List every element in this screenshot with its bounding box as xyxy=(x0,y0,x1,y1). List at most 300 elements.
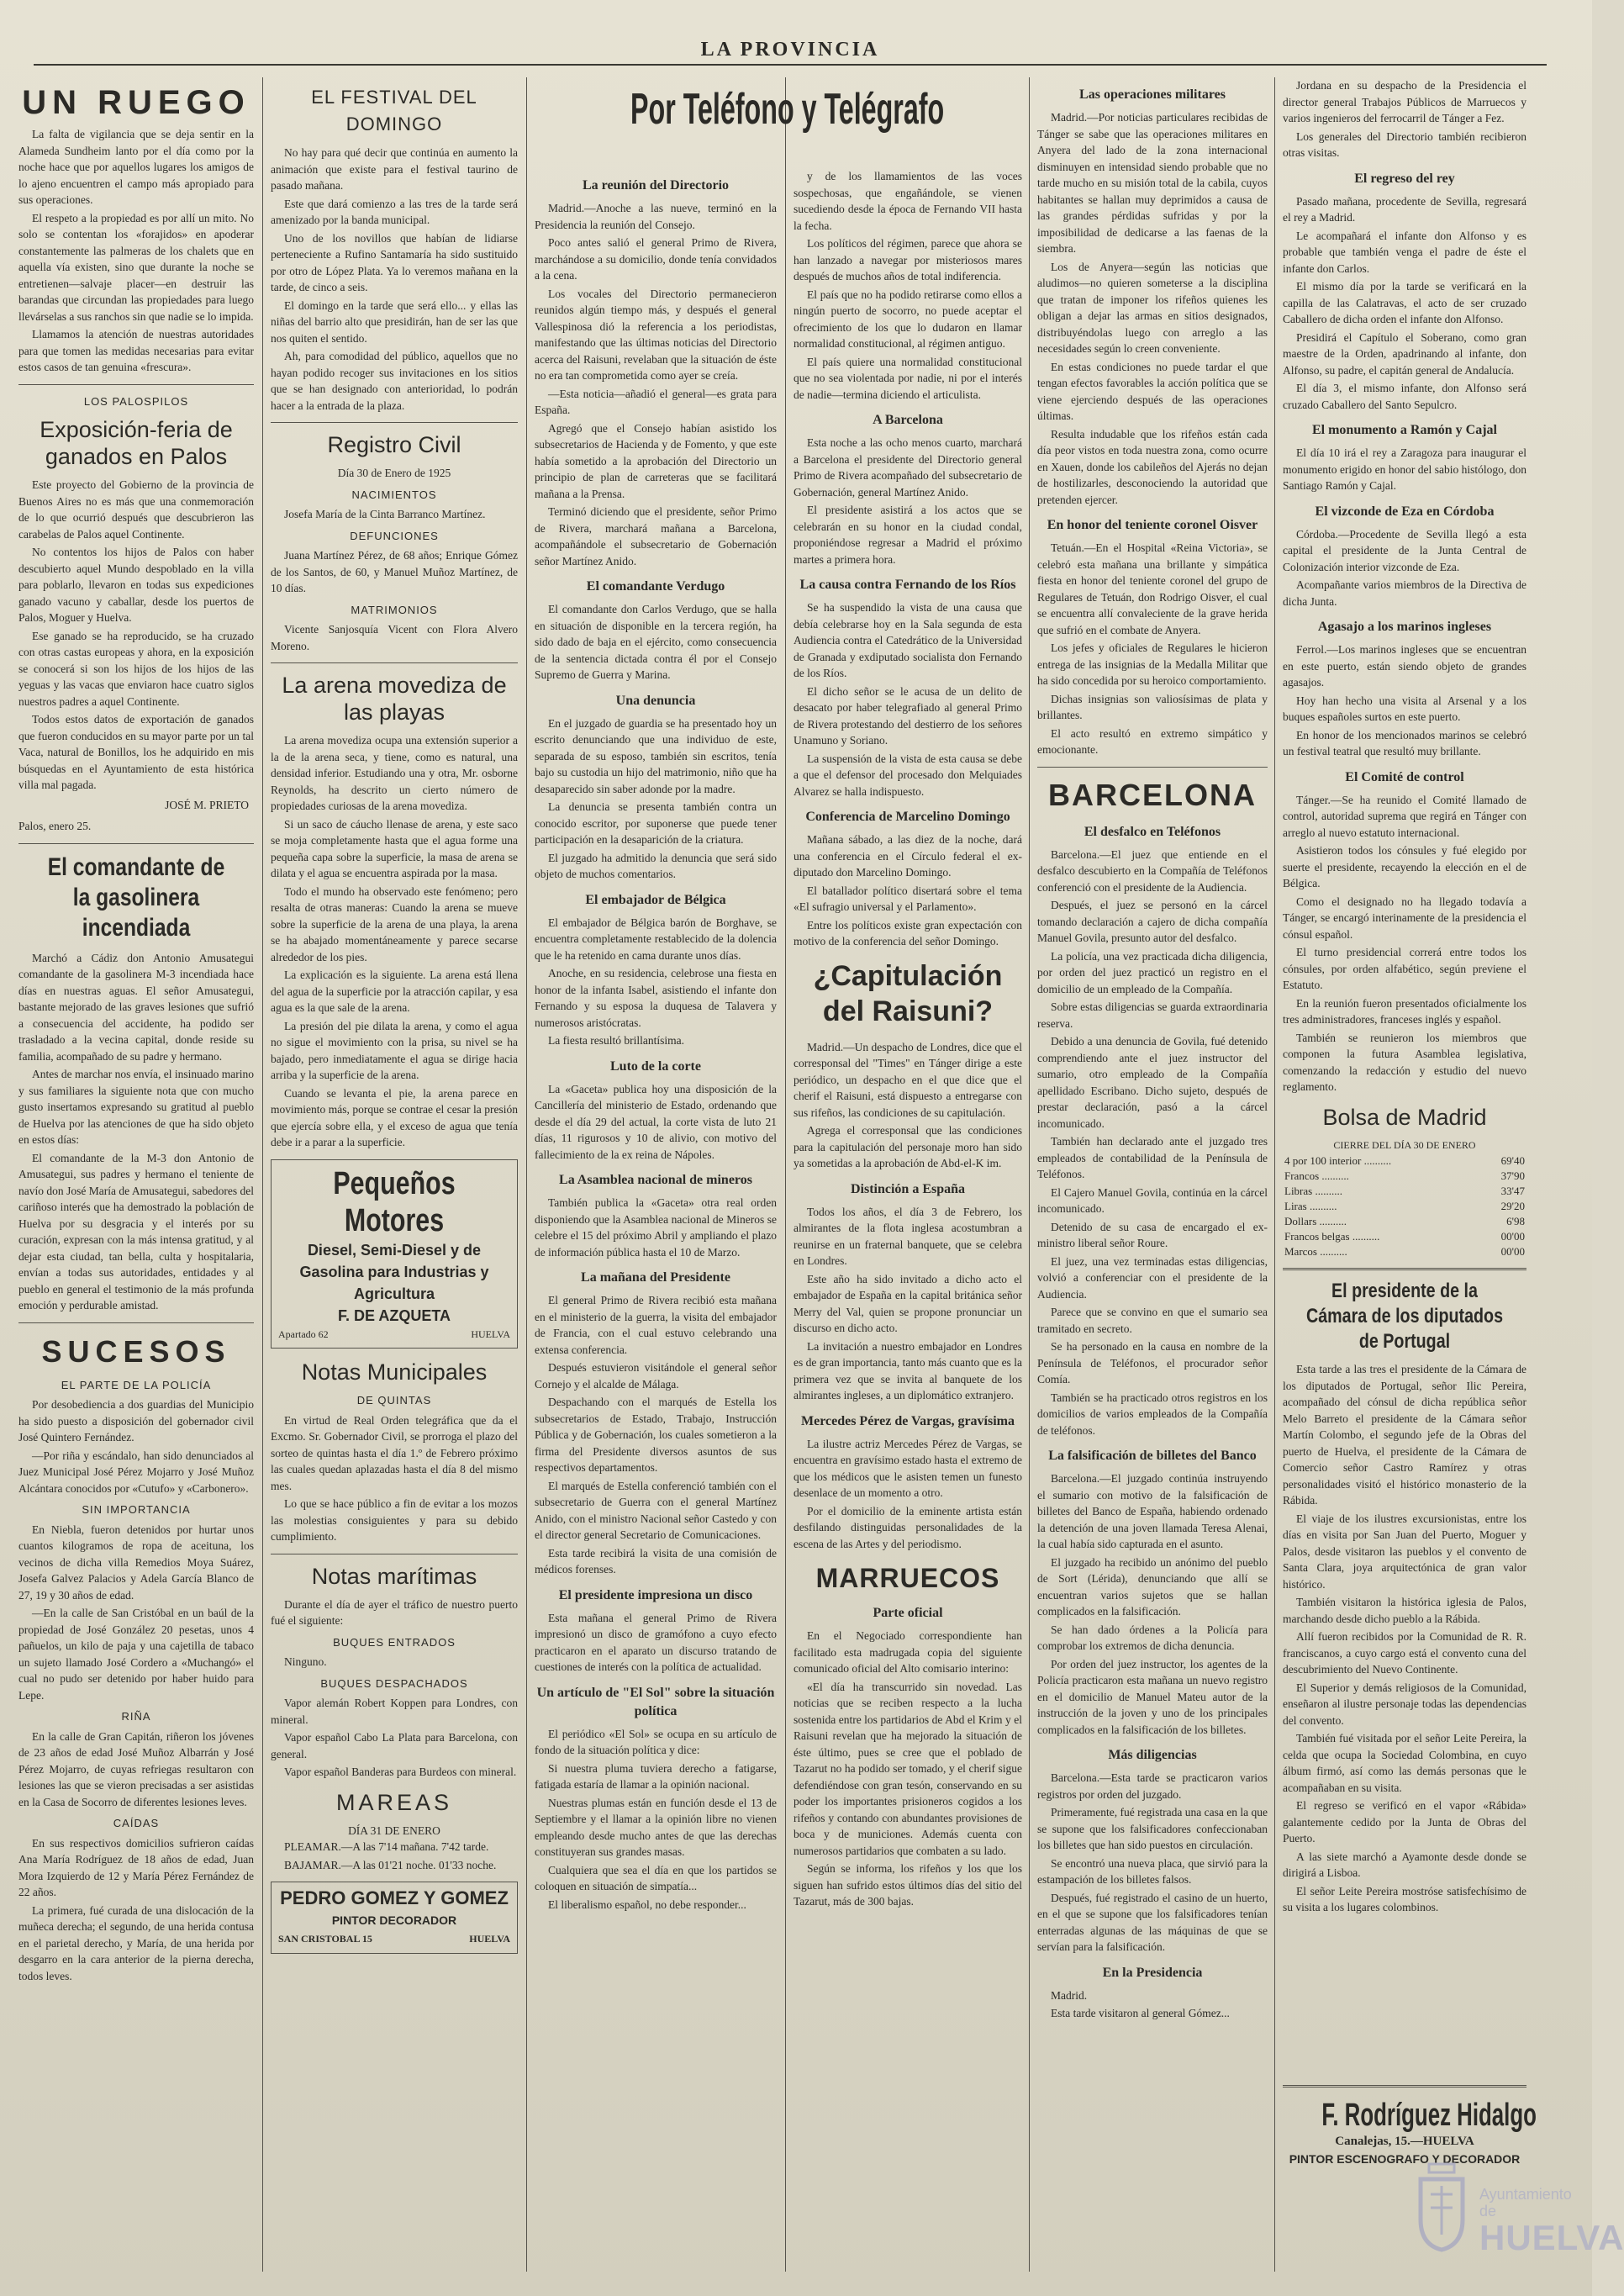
paragraph: Juana Martínez Pérez, de 68 años; Enrique Gómez de los Santos, de 60, y Manuel Muñoz Martínez, de 10 días. xyxy=(271,549,518,594)
article-sucesos xyxy=(18,1396,254,1984)
ad-address: Canalejas, 15.—HUELVA xyxy=(1335,2135,1474,2148)
ad-title: PEDRO GOMEZ Y GOMEZ xyxy=(280,1887,509,1908)
bolsa-value: 69'40 xyxy=(1500,1154,1525,1167)
section-label: DE QUINTAS xyxy=(356,1394,432,1407)
tide-low: BAJAMAR.—A las 01'21 noche. 01'33 noche. xyxy=(284,1858,497,1871)
paragraph: En sus respectivos domicilios sufrieron caídas Ana María Rodríguez de 18 años de edad, Juan Mora Izquierdo de 12 y María Pérez Fernández de 22 años. xyxy=(18,1836,254,1898)
bolsa-label: 4 por 100 interior .......... xyxy=(1284,1154,1392,1167)
section-label: DEFUNCIONES xyxy=(350,529,439,542)
headline-arena-movediza: La arena movediza de las playas xyxy=(282,673,507,725)
paragraph: En la calle de Gran Capitán, riñeron los jóvenes de 23 años de edad José Muñoz Albarrán y José Pérez Mojarro, de cuyas refriegas resultaron con lesiones las que se vieron precisadas a ser asistidas en la Casa de Socorro de diferentes lesiones leves. xyxy=(18,1729,254,1808)
paragraph: Cuando se levanta el pie, la arena parece en movimiento más, porque se contrae el cesar la presión que ejercía sobre ella, y el exceso de agua que tenía debe ir a parar a la superficie. xyxy=(271,1086,518,1148)
paragraph: Parece que se convino en que el sumario sea tramitado en secreto. xyxy=(1037,1306,1268,1335)
section-label: MATRIMONIOS xyxy=(351,603,438,616)
subhead: La reunión del Directorio xyxy=(582,178,730,193)
article-en-la-presidencia xyxy=(1037,1987,1268,2022)
paragraph: —Esta noticia—añadió el general—es grata para España. xyxy=(535,387,777,416)
article-fernando-de-los-rios xyxy=(794,599,1022,800)
subhead: Parte oficial xyxy=(873,1606,943,1620)
paragraph: Después, fué registrado el casino de un huerto, en el que se supone que los falsificadores tenían enterradas algunas de las máquinas de que se servían para la falsificación. xyxy=(1037,1891,1268,1953)
paragraph: Por desobediencia a dos guardias del Municipio ha sido puesto a disposición del gobernador civil José Quintero Fernández. xyxy=(18,1398,254,1444)
headline-festival: EL FESTIVAL DEL DOMINGO xyxy=(311,87,477,135)
headline-marruecos: MARRUECOS xyxy=(815,1563,1000,1593)
subhead: El regreso del rey xyxy=(1354,171,1455,186)
newspaper-title: LA PROVINCIA xyxy=(700,39,880,61)
divider xyxy=(18,384,254,385)
paragraph: Se encontró una nueva placa, que sirvió para la estampación de los billetes falsos. xyxy=(1037,1856,1268,1886)
paragraph: El juzgado ha admitido la denuncia que será sido objeto de muchos comentarios. xyxy=(535,851,777,880)
divider xyxy=(271,662,518,663)
paragraph: El turno presidencial correrá entre todos los cónsules, por orden alfabético, según previene el Estatuto. xyxy=(1283,946,1526,991)
paragraph: También fué visitada por el señor Leite Pereira, la celda que ocupa la Sociedad Colombina, en cuyo álbum firmó, así como las demás personas que le acompañaban en su visita. xyxy=(1283,1732,1526,1794)
paragraph: El mismo día por la tarde se verificará en la capilla de las Calatravas, el acto de ser cruzado Caballero de dicha orden el infante don Alfonso. xyxy=(1283,280,1526,325)
bolsa-value: 6'98 xyxy=(1506,1215,1525,1227)
paragraph: No hay para qué decir que continúa en aumento la animación que existe para el festival taurino de pasado mañana. xyxy=(271,146,518,192)
bolsa-value: 29'20 xyxy=(1500,1200,1525,1212)
dateline: CIERRE DEL DÍA 30 DE ENERO xyxy=(1333,1138,1476,1151)
paragraph: Este que dará comienzo a las tres de la tarde será amenizado por la banda municipal. xyxy=(271,197,518,226)
paragraph: Debido a una denuncia de Govila, fué detenido comprendiendo ante el juez instructor del sumario, otro empleado de la Compañía apellidado Escribano. Dicho sujeto, después de prestar declaración, pasó a la cárcel incomunicado. xyxy=(1037,1035,1268,1130)
article-comite-control xyxy=(1283,792,1526,1095)
subhead: Conferencia de Marcelino Domingo xyxy=(805,810,1010,824)
article-festival xyxy=(271,145,518,414)
paragraph: Josefa María de la Cinta Barranco Martínez. xyxy=(284,508,486,520)
paragraph: También publica la «Gaceta» otra real orden disponiendo que la Asamblea nacional de Mineros se celebre el 15 del próximo Abril y ampliando el plazo de información pública hasta el 10 de Marzo. xyxy=(535,1196,777,1259)
advertisement-hidalgo xyxy=(1283,2077,1537,2166)
paragraph: Vapor español Cabo La Plata para Barcelona, con general. xyxy=(271,1731,518,1760)
paragraph: En el Negociado correspondiente han facilitado esta madrugada copia del siguiente comunicado oficial del Alto comisario interino: xyxy=(794,1629,1022,1675)
paragraph: Barcelona.—Esta tarde se practicaron varios registros por orden del juzgado. xyxy=(1037,1771,1268,1801)
ad-subtitle: PINTOR ESCENOGRAFO Y DECORADOR xyxy=(1289,2152,1521,2166)
paragraph: También visitaron la histórica iglesia de Palos, marchando desde dicho pueblo a la Rábida. xyxy=(1283,1596,1526,1625)
paragraph: Tetuán.—En el Hospital «Reina Victoria», se celebró esta mañana una brillante y simpática fiesta en honor del teniente coronel del grupo de Regulares de Tetuán, don Rodrigo Oisver, el cual se encuentra allí convaleciente de la grave herida que sufrió en el combate de Anyera. xyxy=(1037,541,1268,636)
paragraph: La policía, una vez practicada dicha diligencia, por orden del juez practicó un registro en el domicilio de un empleado de la Compañía. xyxy=(1037,949,1268,995)
divider xyxy=(18,843,254,844)
paragraph: El juzgado ha recibido un anónimo del pueblo de Sort (Lérida), denunciando que allí se encuentran varios sujetos que se hallan complicados en la falsificación. xyxy=(1037,1555,1268,1618)
paragraph: Todos los años, el día 3 de Febrero, los almirantes de la flota inglesa acostumbran a reunirse en un fraternal banquete, que se celebra en Londres. xyxy=(794,1205,1022,1267)
article-presidencia-continued xyxy=(1283,77,1526,161)
paragraph: La presión del pie dilata la arena, y como el agua no sigue el movimiento con la prisa, su nivel se ha bajado, pero inmediatamente el agua se dirige hacia arriba y la superficie de la arena. xyxy=(271,1019,518,1081)
paragraph: Según se informa, los rifeños y los que los siguen han sufrido estos últimos días del sitio del Tazarut, más de 300 bajas. xyxy=(794,1862,1022,1908)
article-manana-presidente xyxy=(535,1292,777,1578)
paragraph: En la reunión fueron presentados oficialmente los tres administradores, franceses inglés y español. xyxy=(1283,996,1526,1026)
paragraph: El país que no ha podido retirarse como ellos a ningún puerto de socorro, no puede aceptar el ofrecimiento de los que lo dudaron en llamar normalidad constitucional, al régimen antiguo. xyxy=(794,288,1022,350)
paragraph: Esta tarde recibirá la visita de una comisión de médicos forenses. xyxy=(535,1546,777,1576)
article-el-sol xyxy=(535,1726,777,1913)
paragraph: No contentos los hijos de Palos con haber descubierto aquel Mundo despoblado en la villa para poblarlo, llevaron en todas sus expediciones ganado vacuno y caballar, desde los puertos de Palos, Moguer y Huelva. xyxy=(18,546,254,624)
ad-company: F. DE AZQUETA xyxy=(338,1306,451,1324)
divider xyxy=(1283,2085,1526,2088)
paragraph: El día 3, el mismo infante, don Alfonso será cruzado Caballero del Santo Sepulcro. xyxy=(1283,382,1526,411)
paragraph: Este proyecto del Gobierno de la provincia de Buenos Aires no es más que una conmemoración de lo que ocurrió después que descubrieron las carabelas de Palos aquel Continente. xyxy=(18,478,254,541)
paragraph: Antes de marchar nos envía, el insinuado marino y sus familiares la siguiente nota que con mucho gusto insertamos expresando su gratitud al pueblo de Huelva por las atenciones de que ha sido objeto en estos días: xyxy=(18,1068,254,1146)
headline-registro-civil: Registro Civil xyxy=(327,432,461,457)
paragraph: También se ha practicado otros registros en los domicilios de varios empleados de la Compañía de teléfonos. xyxy=(1037,1391,1268,1437)
paragraph: Los generales del Directorio también recibieron otras visitas. xyxy=(1283,129,1526,159)
paragraph: En virtud de Real Orden telegráfica que da el Excmo. Sr. Gobernador Civil, se prorroga el plazo del sorteo de quintas hasta el día 1.º de Febrero próximo las cuales quedan aplazadas hasta el día 8 del mismo mes. xyxy=(271,1413,518,1492)
bolsa-table xyxy=(1283,1153,1526,1259)
paragraph: El acto resultó en extremo simpático y emocionante. xyxy=(1037,726,1268,756)
headline-mareas: MAREAS xyxy=(335,1789,453,1815)
watermark-line-2: HUELVA xyxy=(1479,2218,1624,2257)
subhead: Mercedes Pérez de Vargas, gravísima xyxy=(800,1413,1015,1428)
paragraph: La denuncia se presenta también contra un conocido escritor, por suponerse que puede tener participación en la desaparición de la criatura. xyxy=(535,800,777,846)
ad-apartado: Apartado 62 xyxy=(278,1327,329,1340)
paragraph: El domingo en la tarde que será ello... y ellas las niñas del barrio alto que presidirán, han de ser las que nos quiten el sentido. xyxy=(271,298,518,345)
subhead: La falsificación de billetes del Banco xyxy=(1048,1449,1257,1463)
article-directorio xyxy=(535,200,777,569)
paragraph: Vapor español Banderas para Burdeos con mineral. xyxy=(284,1766,517,1778)
article-el-sol-continued xyxy=(794,168,1022,403)
column-5 xyxy=(1037,77,1268,2280)
subhead: El desfalco en Teléfonos xyxy=(1084,824,1221,839)
article-registro-civil xyxy=(271,465,518,654)
subhead: La Asamblea nacional de mineros xyxy=(559,1173,752,1187)
paragraph: —En la calle de San Cristóbal en un baúl de la propiedad de José González 20 pesetas, unos 4 pañuelos, un kilo de paja y una cajetilla de tabaco un sujeto llamado José Cordero a «Muchangó» el cual no pudo ser detenido por haber huido para Lepe. xyxy=(18,1607,254,1702)
headline-un-ruego: UN RUEGO xyxy=(22,84,250,121)
paragraph: El respeto a la propiedad es por allí un mito. No solo se contentan los «forajidos» en apoderar constantemente las palmeras de los chalets que en aquella vía existen, sino que durante la noche se entretienen—salvaje placer—en destruir las barandas que circundan las propiedades para luego llevárselas a sus ranchos sin que nadie se lo impida. xyxy=(18,211,254,323)
subhead: Distinción a España xyxy=(850,1181,966,1196)
column-3-body xyxy=(535,168,777,2280)
paragraph: Madrid. xyxy=(1051,1988,1088,2002)
subhead: Una denuncia xyxy=(615,693,696,708)
article-asamblea xyxy=(535,1195,777,1260)
paragraph: Se ha suspendido la vista de una causa que debía celebrarse hoy en la Sala segunda de esta Audiencia contra el Catedrático de la Universidad de Granada y exdiputado socialista don Fernando de los Ríos. xyxy=(794,601,1022,679)
subhead: El Comité de control xyxy=(1345,769,1464,784)
paragraph: Durante el día de ayer el tráfico de nuestro puerto fué el siguiente: xyxy=(271,1597,518,1627)
subhead: El vizconde de Eza en Córdoba xyxy=(1315,504,1495,519)
paragraph: Los políticos del régimen, parece que ahora se han lanzado a navegar por misteriosos mares después de muchos años de total indiferencia. xyxy=(794,237,1022,282)
paragraph: Terminó diciendo que el presidente, señor Primo de Rivera, marchará mañana a Barcelona, acompañándole el subsecretario de Gobernación señor Martínez Anido. xyxy=(535,505,777,567)
paragraph: La fiesta resultó brillantísima. xyxy=(548,1034,684,1047)
paragraph: Este año ha sido invitado a dicho acto el embajador de España en la capital británica señor Merry del Val, quien se propone pronunciar un discurso en dicho acto. xyxy=(794,1272,1022,1334)
paragraph: Resulta indudable que los rifeños están cada día peor vistos en toda nuestra zona, como ocurre en Xauen, donde los cabileños del Ajerás no dejan de hostilizarles, desconociendo la autoridad que pretenden ejercer. xyxy=(1037,427,1268,506)
bolsa-value: 37'90 xyxy=(1500,1169,1525,1182)
paragraph: Después, el juez se personó en la cárcel tomando declaración a cajero de dicha compañía Manuel Govila, presunto autor del desfalco. xyxy=(1037,899,1268,944)
article-camara-portugal xyxy=(1283,1361,1526,1916)
subhead: Más diligencias xyxy=(1108,1748,1197,1762)
article-gasolinera xyxy=(18,950,254,1314)
paragraph: Cualquiera que sea el día en que los partidos se coloquen en situación de simpatía... xyxy=(535,1863,777,1892)
subhead: Las operaciones militares xyxy=(1079,87,1226,102)
article-notas-maritimas xyxy=(271,1597,518,1781)
paragraph: Esta mañana el general Primo de Rivera impresionó un disco de gramófono a cuyo efecto practicaron en el aparato un discurso tratando de cuestiones de interés con la política de actualidad. xyxy=(535,1611,777,1673)
section-label: CAÍDAS xyxy=(113,1817,160,1829)
subhead: La causa contra Fernando de los Ríos xyxy=(799,578,1016,592)
paragraph: El batallador político disertará sobre el tema «El sufragio universal y el Parlamento». xyxy=(794,884,1022,913)
subhead: En la Presidencia xyxy=(1102,1965,1203,1980)
paragraph: El día 10 irá el rey a Zaragoza para inaugurar el monumento erigido en honor del sabio histólogo, don Santiago Ramón y Cajal. xyxy=(1283,446,1526,492)
bolsa-row xyxy=(1283,1153,1526,1169)
section-label: RIÑA xyxy=(121,1710,151,1723)
bolsa-label: Dollars .......... xyxy=(1284,1215,1347,1227)
section-label: SIN IMPORTANCIA xyxy=(82,1503,191,1516)
signature: JOSÉ M. PRIETO xyxy=(165,798,249,811)
headline-notas-municipales: Notas Municipales xyxy=(301,1359,488,1385)
paragraph: Barcelona.—El juzgado continúa instruyendo el sumario con motivo de la falsificación de billetes del Banco de España, habiendo ordenado la detención de una joven llamada Teresa Alenai, la cual había sido capturada en el asunto. xyxy=(1037,1472,1268,1550)
section-label: EL PARTE DE LA POLICÍA xyxy=(61,1378,212,1391)
paragraph: Hoy han hecho una visita al Arsenal y a los buques españoles surtos en este puerto. xyxy=(1283,694,1526,723)
paragraph: Le acompañará el infante don Alfonso y es probable que también venga el padre de éste el infante don Carlos. xyxy=(1283,229,1526,275)
paragraph: La arena movediza ocupa una extensión superior a la de la arena seca, y tiene, como es natural, una densidad inferior. Estudiando una y otra, Mr. osborne Reynolds, ha descrito un cierto número de propiedades curiosas de la arena movediza. xyxy=(271,734,518,812)
paragraph: Los de Anyera—según las noticias que aludimos—no quieren someterse a la disciplina que tratan de imponer los rifeños quienes les obligan a dejar las armas en sitios designados, distribuyéndolas luego con arreglo a las necesidades según lo creen conveniente. xyxy=(1037,260,1268,355)
paragraph: Vapor alemán Robert Koppen para Londres, con mineral. xyxy=(271,1697,518,1726)
article-vizconde-eza xyxy=(1283,526,1526,610)
section-label: BUQUES ENTRADOS xyxy=(333,1635,456,1649)
paragraph: Llamamos la atención de nuestras autoridades para que tomen las medidas necesarias para evitar estos casos de tan genuina «frescura». xyxy=(18,328,254,373)
paragraph: La invitación a nuestro embajador en Londres es de gran importancia, tanto más cuanto que es la primera vez que se invita al banquete de los almirantes ingleses, a un diplomático extranjero. xyxy=(794,1339,1022,1401)
paragraph: Se han dado órdenes a la Policía para comprobar los extremos de dicha denuncia. xyxy=(1037,1623,1268,1652)
bolsa-value: 00'00 xyxy=(1500,1230,1525,1243)
article-ramon-y-cajal xyxy=(1283,445,1526,494)
bolsa-row xyxy=(1283,1199,1526,1214)
paragraph: Esta tarde a las tres el presidente de la Cámara de los diputados de Portugal, señor Ilic Pereira, acompañado del cónsul de dicha república señor Melo Barreto el presidente de la Cámara señor Martín Colombo, el segundo jefe de la Obras del puerto de Huelva, el presidente de la Cámara de Comercio señor Castro Ramírez y otras personalidades visitó el histórico monasterio de la Rábida. xyxy=(1283,1363,1526,1507)
paragraph: El Cajero Manuel Govila, continúa en la cárcel incomunicado. xyxy=(1037,1185,1268,1215)
paragraph: También se reunieron los miembros que componen la futura Asamblea legislativa, comenzando la redacción y estudio del nuevo reglamento. xyxy=(1283,1031,1526,1093)
article-mas-diligencias xyxy=(1037,1770,1268,1956)
paragraph: «El día ha transcurrido sin novedad. Las noticias que se reciben respecto a la lucha sostenida entre los partidarios de Abd el Krim y el Raisuni revelan que ha mejorado la situación de éste último, pues se cree que el poblado de Tazarut no ha podido ser tomado, y el cherif sigue defendiéndose con gran tesón, conservando en su poder los importantes prisioneros cogidos a los rifeños y contando con abundantes provisiones de boca y de municiones. Además cuenta con numerosos partidarios que combaten a su lado. xyxy=(794,1680,1022,1857)
dateline: DÍA 31 DE ENERO xyxy=(348,1824,440,1837)
column-rule xyxy=(262,77,263,2272)
paragraph: La explicación es la siguiente. La arena está llena del agua de la superficie por la atracción capilar, y esa agua es la que sale de la arena. xyxy=(271,969,518,1014)
paragraph: Vicente Sanjosquía Vicent con Flora Alvero Moreno. xyxy=(271,623,518,652)
subhead: El presidente impresiona un disco xyxy=(558,1587,753,1602)
bolsa-row xyxy=(1283,1184,1526,1199)
paragraph: Sobre estas diligencias se guarda extraordinaria reserva. xyxy=(1037,1000,1268,1030)
paragraph: y de los llamamientos de las voces sospechosas, que engañándole, se vienen sucediendo desde la época de Fernando VII hasta la fecha. xyxy=(794,170,1022,232)
column-rule xyxy=(526,77,527,2272)
paragraph: La primera, fué curada de una dislocación de la muñeca derecha; el segundo, de una herida contusa en el parietal derecho, y María, de una herida por desgarro en la cara anterior de la pierna derecha, todos leves. xyxy=(18,1903,254,1982)
paragraph: En el juzgado de guardia se ha presentado hoy un escrito denunciando que una individuo de este, separada de su esposo, también sin escritos, tenía bajo su custodia un hijo del matrimonio, niño que ha desaparecido sin saber adonde por la madre. xyxy=(535,716,777,795)
bolsa-label: Libras .......... xyxy=(1284,1185,1342,1197)
paragraph: Jordana en su despacho de la Presidencia el director general Trabajos Públicos de Marruecos y varios ingenieros del ferrocarril de Tánger a Fez. xyxy=(1283,79,1526,124)
paragraph: El viaje de los ilustres excursionistas, entre los días en visita por San Juan del Puerto, Moguer y Palos, desde visitaron las pueblos y el convento de Santa Clara, joya arquitectónica de gran valor histórico. xyxy=(1283,1512,1526,1591)
bolsa-row xyxy=(1283,1214,1526,1229)
paragraph: Ninguno. xyxy=(284,1655,327,1668)
paragraph: La suspensión de la vista de esta causa se debe a que el defensor del procesado don Melquiades Alvarez se halla indispuesto. xyxy=(794,752,1022,798)
article-mareas xyxy=(271,1823,518,1874)
article-denuncia xyxy=(535,715,777,883)
paragraph: Si un saco de cáucho llenase de arena, y este saco se moja completamente hasta que el agua forme una pequeña capa sobre la superficie, la masa de arena se dilata y el agua se encuentra aspirada por la masa. xyxy=(271,817,518,879)
paragraph: Los jefes y oficiales de Regulares le hicieron entrega de las insignias de la Medalla Militar que ha sido concedida por su heroico comportamiento. xyxy=(1037,641,1268,687)
paragraph: Barcelona.—El juez que entiende en el desfalco descubierto en la Compañía de Teléfonos conferenció con el presidente de la Audiencia. xyxy=(1037,847,1268,894)
paragraph: Ese ganado se ha reproducido, se ha cruzado con otras castas europeas y ahora, en la exposición se conocerá si son los hijos de los hijos de las yeguas y las vacas que enviaron hace cuatro siglos nuestros padres a aquel Continente. xyxy=(18,629,254,708)
ad-city: HUELVA xyxy=(469,1933,510,1945)
subhead: En honor del teniente coronel Oisver xyxy=(1047,518,1258,532)
bolsa-row xyxy=(1283,1169,1526,1184)
paragraph: Asistieron todos los cónsules y fué elegido por suerte el presidente, recayendo la elección en el de Bélgica. xyxy=(1283,844,1526,889)
dateline: Día 30 de Enero de 1925 xyxy=(337,467,451,479)
paragraph: Allí fueron recibidos por la Comunidad de R. R. franciscanos, a cuyo cargo está el convento cuna del descubrimiento del Nuevo Continente. xyxy=(1283,1630,1526,1676)
paragraph: El liberalismo español, no debe responder... xyxy=(548,1897,746,1911)
headline-exposicion: Exposición-feria de ganados en Palos xyxy=(40,417,233,469)
paragraph: Primeramente, fué registrada una casa en la que se supone que los falsificadores confeccionaban los billetes que han sido puestos en circulación. xyxy=(1037,1806,1268,1851)
article-marcelino-domingo xyxy=(794,831,1022,950)
bolsa-row xyxy=(1283,1244,1526,1259)
headline-telefono-telegrafo: Por Teléfono y Telégrafo xyxy=(630,85,945,134)
divider xyxy=(1283,1268,1526,1270)
paragraph: —Por riña y escándalo, han sido denunciados al Juez Municipal José Pérez Mojarro y José Muñoz Alcántara conocidos por «Cutufo» y «Carbonero». xyxy=(18,1449,254,1495)
bolsa-label: Francos belgas .......... xyxy=(1284,1230,1380,1243)
advertisement-pedro-gomez xyxy=(271,1882,518,1954)
paragraph: Por orden del juez instructor, los agentes de la Policía practicaron esta mañana un nuevo registro en el domicilio de Manuel Mateu autor de la instrucción de la joven y uno de los principales complicados en la falsificación de los billetes. xyxy=(1037,1657,1268,1736)
paragraph: El general Primo de Rivera recibió esta mañana en el ministerio de la guerra, la visita del embajador de Francia, con el cual estuvo celebrando una extensa conferencia. xyxy=(535,1294,777,1356)
subhead: Luto de la corte xyxy=(610,1058,701,1074)
article-parte-oficial xyxy=(794,1628,1022,1910)
headline-camara-portugal: El presidente de la Cámara de los diputados de Portugal xyxy=(1305,1280,1504,1353)
paragraph: El comandante don Carlos Verdugo, que se halla en situación de disponible en la tercera región, ha sido dado de baja en el ejército, como consecuencia de la sentencia dictada contra él por el Consejo Supremo de Guerra y Marina. xyxy=(535,603,777,681)
paragraph: Todo el mundo ha observado este fenómeno; pero resalta de otras maneras: Cuando la arena se mueve sobre la superficie de la arena de una playa, la arena se ha abajado momentáneamente y parece secarse alrededor de los pies. xyxy=(271,884,518,963)
paragraph: Detenido de su casa de encargado el ex-ministro liberal señor Roure. xyxy=(1037,1220,1268,1249)
article-perez-de-vargas xyxy=(794,1436,1022,1553)
article-desfalco-telefonos xyxy=(1037,847,1268,1439)
watermark xyxy=(1479,2186,1624,2257)
paragraph: Se ha personado en la causa en nombre de la Península de Teléfonos, el procurador señor Comía. xyxy=(1037,1340,1268,1386)
divider xyxy=(1037,767,1268,768)
article-luto xyxy=(535,1081,777,1164)
paragraph: El dicho señor se le acusa de un delito de desacato por haber telegrafiado al general Primo de Rivera protestando del destierro de los señores Unamuno y Soriano. xyxy=(794,684,1022,747)
subhead: El monumento a Ramón y Cajal xyxy=(1311,423,1497,437)
ad-city: HUELVA xyxy=(471,1327,510,1340)
article-disco xyxy=(535,1610,777,1676)
paragraph: Si nuestra pluma tuviera derecho a fatigarse, fatigada estaría de llamar a la opinión nacional. xyxy=(535,1761,777,1791)
bolsa-label: Marcos .......... xyxy=(1284,1245,1347,1258)
paragraph: La ilustre actriz Mercedes Pérez de Vargas, se encuentra en gravísimo estado hasta el extremo de que los médicos que le asisten temen un funesto desenlace de un momento a otro. xyxy=(794,1437,1022,1499)
paragraph: Uno de los novillos que habían de lidiarse perteneciente a Rufino Santamaría ha sido sustituido por otro de López Plata. Ya lo veremos mañana en la tarde, de cinco a seis. xyxy=(271,231,518,293)
ad-title: Pequeños Motores xyxy=(333,1165,456,1238)
column-rule xyxy=(1029,77,1030,2272)
subhead: El embajador de Bélgica xyxy=(585,892,726,907)
paragraph: El Superior y demás religiosos de la Comunidad, enseñaron al ilustre personaje todas las dependencias del convento. xyxy=(1283,1681,1526,1727)
column-1 xyxy=(18,77,254,2280)
article-arena-movediza xyxy=(271,732,518,1151)
paragraph: Agregó que el Consejo habían asistido los subsecretarios de Hacienda y de Fomento, y que este había sometido a la aprobación del Directorio un principio de plan de carreteras que se facilitará mañana a la Prensa. xyxy=(535,421,777,500)
article-distincion-espana xyxy=(794,1204,1022,1404)
column-2 xyxy=(271,77,518,2280)
bolsa-label: Liras .......... xyxy=(1284,1200,1337,1212)
subhead: La mañana del Presidente xyxy=(581,1270,730,1285)
paragraph: El periódico «El Sol» se ocupa en su artículo de fondo de la situación política y dice: xyxy=(535,1727,777,1756)
paragraph: Los vocales del Directorio permanecieron reunidos algún tiempo más, y después el general Vallespinosa dió la referencia a los periodistas, manifestando que las últimas noticias del Directorio acerca del Raisuni, revelaban que la situación de éste no era tan comprometida como ayer se creía. xyxy=(535,287,777,382)
column-4 xyxy=(794,168,1022,2280)
article-verdugo xyxy=(535,601,777,684)
paragraph: En Niebla, fueron detenidos por hurtar unos cuantos kilogramos de ropa de aceituna, los vecinos de dicha villa Remedios Moya Suárez, Josefa Galvez Palacios y Adela García Blanco de 27, 19 y 30 años de edad. xyxy=(18,1523,254,1602)
article-belgica xyxy=(535,915,777,1049)
tide-high: PLEAMAR.—A las 7'14 mañana. 7'42 tarde. xyxy=(284,1840,489,1853)
paragraph: Madrid.—Un despacho de Londres, dice que el corresponsal del "Times" en Tánger dirige a este periódico, un despacho en el que dice que el cherif el Raisuni, está dispuesto a entregarse con sus rifeños, las condiciones de su capitulación. xyxy=(794,1040,1022,1119)
paragraph: Madrid.—Anoche a las nueve, terminó en la Presidencia la reunión del Consejo. xyxy=(535,202,777,231)
paragraph: El presidente asistirá a los actos que se celebrarán en su honor en la ciudad condal, proponiéndose regresar a Madrid el próximo martes a primera hora. xyxy=(794,504,1022,566)
paragraph: Nuestras plumas están en función desde el 13 de Septiembre y el llamar a la opinión libre no vienen empleando desde mucho antes de que las derechas constituyeran sus grandes masas. xyxy=(535,1796,777,1858)
bolsa-value: 00'00 xyxy=(1500,1245,1525,1258)
paragraph: Entre los políticos existe gran expectación con motivo de la conferencia del señor Domingo. xyxy=(794,918,1022,947)
article-a-barcelona xyxy=(794,435,1022,567)
subhead: El comandante Verdugo xyxy=(586,579,725,594)
paragraph: En honor de los mencionados marinos se celebró un festival teatral que resultó muy brillante. xyxy=(1283,728,1526,757)
paragraph: El juez, una vez terminadas estas diligencias, volvió a conferenciar con el presidente de la Audiencia. xyxy=(1037,1254,1268,1301)
article-notas-municipales xyxy=(271,1392,518,1545)
paragraph: El comandante de la M-3 don Antonio de Amusategui, sus padres y hermano el teniente de navío don José María de Amusategui, sabedores del cariñoso interés que ha demostrado la población de Huelva por su desgracia y el interés por su curación, expresan con la más intensa gratitud, y al dejar esta ciudad, tan bella, culta y hospitalaria, envían a todas sus autoridades, entidades y al pueblo en general el testimonio de la más profunda emoción y perdurable amistad. xyxy=(18,1151,254,1312)
paragraph: Pasado mañana, procedente de Sevilla, regresará el rey a Madrid. xyxy=(1283,194,1526,224)
headline-gasolinera: El comandante de la gasolinera incendiada xyxy=(47,852,225,942)
section-label: NACIMIENTOS xyxy=(351,488,437,501)
headline-barcelona: BARCELONA xyxy=(1048,777,1257,812)
article-capitulacion-raisuni xyxy=(794,1039,1022,1172)
article-regreso-rey xyxy=(1283,193,1526,414)
paragraph: El marqués de Estella conferenció también con el subsecretario de Guerra con el general Martínez Anido, con el ministro Nacional señor Castedo y con el director general Secretario de Comunicaciones. xyxy=(535,1479,777,1541)
paragraph: Como el designado no ha llegado todavía a Tánger, se encargó interinamente de la presidencia el cónsul español. xyxy=(1283,895,1526,941)
masthead xyxy=(34,39,1547,66)
paragraph: Presidirá el Capítulo el Soberano, como gran maestre de la Orden, apadrinando al infante, don Alfonso, su padre, el capitán general de Andalucía. xyxy=(1283,330,1526,377)
paragraph: Por el domicilio de la eminente artista están desfilando distinguidas personalidades de la escena de las Artes y del periodismo. xyxy=(794,1504,1022,1550)
headline-capitulacion-raisuni: ¿Capitulación del Raisuni? xyxy=(813,959,1003,1027)
subhead: A Barcelona xyxy=(873,413,943,427)
paragraph: La «Gaceta» publica hoy una disposición de la Cancillería del ministerio de Estado, ordenando que desde el día 29 del actual, la corte vista de luto 21 días, 11 rigurosos y 10 de alivio, con motivo del fallecimiento de la ex reina de Nápoles. xyxy=(535,1082,777,1161)
headline-sucesos: SUCESOS xyxy=(41,1333,231,1369)
ad-subtitle: PINTOR DECORADOR xyxy=(331,1913,457,1927)
divider xyxy=(18,1322,254,1323)
ad-subtitle: Diesel, Semi-Diesel y de Gasolina para Industrias y Agricultura xyxy=(299,1241,489,1302)
paragraph: Lo que se hace público a fin de evitar a los mozos las molestias consiguientes y para su debido cumplimiento. xyxy=(271,1497,518,1543)
paragraph: Despachando con el marqués de Estella los subsecretarios de Estado, Trabajo, Instrucción Pública y de Gobernación, los cuales sometieron a la firma del Presidente diversos asuntos de sus respectivos departamentos. xyxy=(535,1396,777,1474)
bolsa-label: Francos .......... xyxy=(1284,1169,1349,1182)
column-rule xyxy=(1274,77,1275,2272)
headline-bolsa-madrid: Bolsa de Madrid xyxy=(1322,1104,1487,1130)
column-rule xyxy=(785,77,786,2272)
paragraph: Todos estos datos de exportación de ganados que fueron conducidos en su mayor parte por un tal Vaca, natural de Bonillos, los he adquirido en mis búsquedas en el Ayuntamiento de esta histórica villa mal pagada. xyxy=(18,713,254,791)
advertisement-motores xyxy=(271,1159,518,1349)
section-label: LOS PALOSPILOS xyxy=(83,394,189,408)
article-falsificacion-billetes xyxy=(1037,1470,1268,1738)
paragraph: Madrid.—Por noticias particulares recibidas de Tánger se sabe que las operaciones militares en Anyera del lado de la zona internacional disminuyen en intensidad siendo probable que no tarde mucho en su misión total de la cabila, cuyos habitantes se hallan muy deprimidos a causa de las grandes pérdidas sufridas y por la imposibilidad de dedicarse a las faenas de la siembra. xyxy=(1037,111,1268,255)
paragraph: La falta de vigilancia que se deja sentir en la Alameda Sundheim lanto por el día como por la noche hace que por aquellos lugares los amigos de lo ajeno encuentren el campo más apropiado para sus operaciones. xyxy=(18,128,254,206)
watermark-line-1: Ayuntamiento de xyxy=(1479,2186,1572,2219)
paragraph: Marchó a Cádiz don Antonio Amusategui comandante de la gasolinera M-3 incendiada hace días en nuestras aguas. El señor Amusategui, bastante mejorado de las graves lesiones que sufrió a consecuencia del accidente, ha podido ser trasladado a la vecina capital, donde reside su familia, acompañado de su padre y hermano. xyxy=(18,951,254,1063)
paragraph: Ferrol.—Los marinos ingleses que se encuentran en este puerto, están siendo objeto de grandes agasajos. xyxy=(1283,643,1526,689)
paragraph: Córdoba.—Procedente de Sevilla llegó a esta capital el presidente de la Junta Central de Colonización interior vizconde de Eza. xyxy=(1283,527,1526,573)
paragraph: En estas condiciones no puede tardar el que tengan efectos favorables la acción política que se viene ejerciendo después de las operaciones últimas. xyxy=(1037,360,1268,422)
article-oisver xyxy=(1037,540,1268,758)
article-marinos-ingleses xyxy=(1283,641,1526,760)
bolsa-value: 33'47 xyxy=(1500,1185,1525,1197)
paragraph: Mañana sábado, a las diez de la noche, dará una conferencia en el Círculo federal el ex-diputado don Marcelino Domingo. xyxy=(794,833,1022,879)
paragraph: Poco antes salió el general Primo de Rivera, marchándose a su domicilio, donde tenía convidados a la cena. xyxy=(535,236,777,282)
paragraph: Esta noche a las ocho menos cuarto, marchará a Barcelona el presidente del Directorio general Primo de Rivera acompañado del subsecretario de Gobernación, general Martínez Anido. xyxy=(794,436,1022,499)
divider xyxy=(271,422,518,423)
article-exposicion xyxy=(18,477,254,835)
bolsa-row xyxy=(1283,1229,1526,1244)
column-6 xyxy=(1283,77,1537,2146)
paragraph: A las siete marchó a Ayamonte desde donde se dirigirá a Lisboa. xyxy=(1283,1850,1526,1879)
article-operaciones-militares xyxy=(1037,109,1268,508)
paragraph: Esta tarde visitaron al general Gómez... xyxy=(1051,2007,1230,2019)
subhead: Un artículo de "El Sol" sobre la situación política xyxy=(536,1685,775,1718)
paragraph: El embajador de Bélgica barón de Borghave, se encuentra completamente restablecido de la dolencia que le ha retenido en cama durante unos días. xyxy=(535,916,777,962)
crest-icon xyxy=(1412,2161,1471,2253)
paragraph: Después estuvieron visitándole el general señor Cornejo y el alcalde de Málaga. xyxy=(535,1361,777,1391)
dateline: Palos, enero 25. xyxy=(18,820,92,832)
paragraph: Acompañante varios miembros de la Directiva de dicha Junta. xyxy=(1283,578,1526,608)
paragraph: El señor Leite Pereira mostróse satisfechísimo de su visita a los lugares colombinos. xyxy=(1283,1884,1526,1913)
ad-title: F. Rodríguez Hidalgo xyxy=(1321,2098,1537,2133)
paragraph: El regreso se verificó en el vapor «Rábida» galantemente cedido por la Junta de Obras del Puerto. xyxy=(1283,1799,1526,1845)
paragraph: También han declarado ante el juzgado tres empleados de contabilidad de la Península de Teléfonos. xyxy=(1037,1135,1268,1180)
paragraph: Agrega el corresponsal que las condiciones para la capitulación del personaje moro han sido ya sometidas a la aprobación de Abd-el-K im. xyxy=(794,1124,1022,1169)
paragraph: Dichas insignias son valiosísimas de plata y brillantes. xyxy=(1037,692,1268,721)
article-un-ruego xyxy=(18,126,254,376)
paragraph: El país quiere una normalidad constitucional que no sea violentada por nadie, ni por el interés de nadie—termina diciendo el articulista. xyxy=(794,355,1022,401)
ad-address: SAN CRISTOBAL 15 xyxy=(278,1933,372,1945)
